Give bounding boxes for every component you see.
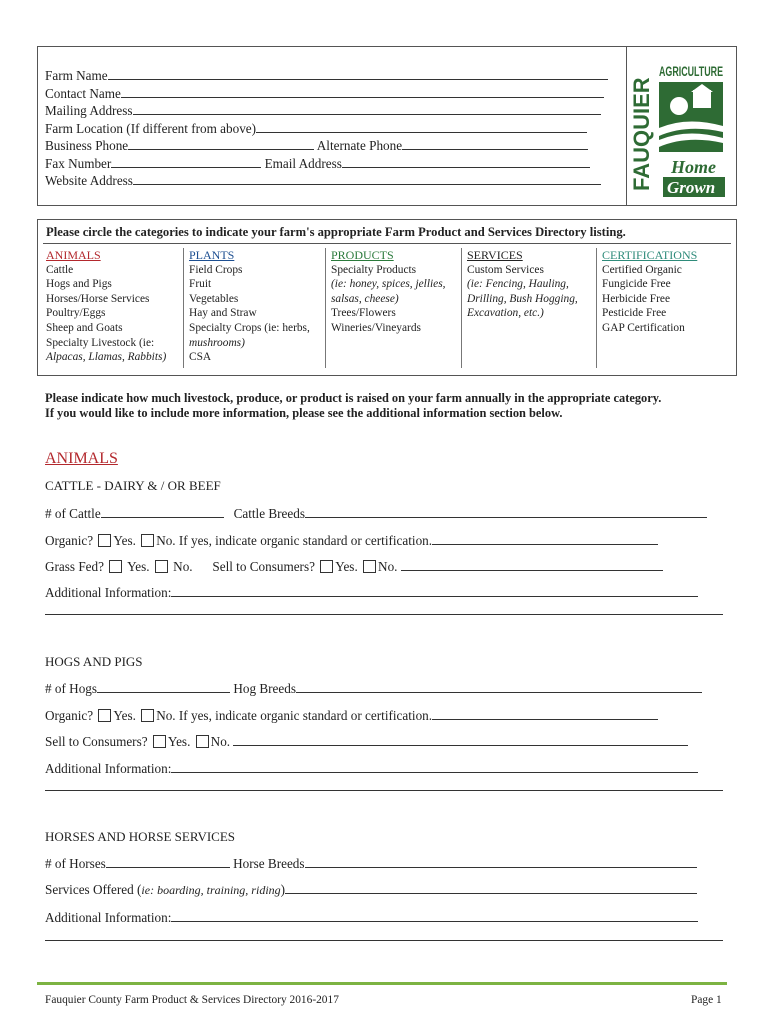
hogs-count-row[interactable] [45,680,702,697]
farm-name-field[interactable] [45,67,608,85]
column-divider [596,248,597,368]
organic-yes-checkbox[interactable] [98,709,111,722]
cattle-count-row[interactable] [45,505,707,522]
category-item[interactable]: Sheep and Goats [46,321,123,334]
organic-note: If yes, indicate organic standard or certification. [178,708,433,723]
logo-sun-icon [670,97,688,115]
no-label: No. [156,708,176,723]
horses-count-row[interactable] [45,855,697,872]
category-plants[interactable] [189,248,310,365]
no-label: No. [210,734,231,749]
column-divider [183,248,184,368]
no-label: No. [378,559,398,574]
sell-yes-checkbox[interactable] [320,560,333,573]
yes-label: Yes. [167,734,191,749]
organic-yes-checkbox[interactable] [98,534,111,547]
logo-graphic [627,46,737,206]
grass-fed-no-checkbox[interactable] [155,560,168,573]
logo-grown-text: Grown [667,178,716,197]
logo-barn-icon [693,90,711,108]
category-certifications[interactable] [602,248,697,336]
cattle-breeds-label: Cattle Breeds [233,506,305,521]
instructions-line-2: If you would like to include more information, please see the additional information section below. [45,406,563,420]
logo-home-text: Home [671,157,716,177]
category-products[interactable] [331,248,446,336]
sell-to-consumers-label: Sell to Consumers? [45,734,148,749]
cattle-grass-row[interactable] [45,558,663,575]
category-item-hint: mushrooms) [189,336,245,349]
category-item[interactable]: Hogs and Pigs [46,278,112,291]
fax-number-label: Fax Number [45,156,112,171]
business-phone-label: Business Phone [45,138,129,153]
email-address-label: Email Address [264,156,342,171]
column-divider [461,248,462,368]
footer-title: Fauquier County Farm Product & Services Directory 2016-2017 [45,994,339,1006]
instructions-line-1: Please indicate how much livestock, produce, or product is raised on your farm annually in the appropriate category. [45,391,662,405]
horses-services-row[interactable] [45,881,697,898]
cattle-additional-row[interactable] [45,584,698,601]
category-products-title: PRODUCTS [331,248,394,262]
cattle-additional-line[interactable] [45,614,723,615]
cattle-organic-row[interactable] [45,532,658,549]
animals-section-title: ANIMALS [45,450,118,467]
categories-divider [43,243,731,244]
category-item-hint: Alpacas, Llamas, Rabbits) [46,351,167,364]
category-certifications-title: CERTIFICATIONS [602,248,698,262]
services-offered-label: Services Offered ( [45,882,142,897]
organic-label: Organic? [45,533,94,548]
alternate-phone-label: Alternate Phone [316,138,403,153]
category-item[interactable]: Herbicide Free [602,292,670,305]
category-item[interactable]: Cattle [46,263,74,276]
contact-name-field[interactable] [45,85,604,103]
website-field[interactable] [45,172,601,190]
hog-breeds-label: Hog Breeds [233,681,296,696]
category-services[interactable] [467,248,578,321]
logo-county-text: FAUQUIER [629,77,654,191]
hogs-count-label: # of Hogs [45,681,98,696]
additional-info-label: Additional Information: [45,761,172,776]
category-item-hint: (ie: honey, spices, jellies, [331,278,446,291]
category-item-hint: salsas, cheese) [331,292,399,305]
category-item[interactable]: Specialty Crops (ie: herbs, [189,321,310,334]
category-item-hint: Excavation, etc.) [467,307,544,320]
mailing-address-field[interactable] [45,102,601,120]
farm-name-label: Farm Name [45,68,108,83]
category-animals-title: ANIMALS [46,248,101,262]
categories-heading: Please circle the categories to indicate your farm's appropriate Farm Product and Services Directory listing. [46,225,626,239]
grass-fed-yes-checkbox[interactable] [109,560,122,573]
services-offered-hint: ie: boarding, training, riding [141,883,281,897]
organic-no-checkbox[interactable] [141,534,154,547]
category-item[interactable]: Vegetables [189,292,239,305]
cattle-count-label: # of Cattle [45,506,101,521]
phone-fields[interactable] [45,137,588,155]
category-item[interactable]: Field Crops [189,263,243,276]
category-item[interactable]: Custom Services [467,263,544,276]
category-services-title: SERVICES [467,248,523,262]
fax-email-fields[interactable] [45,155,590,173]
organic-note: If yes, indicate organic standard or certification. [178,533,433,548]
hogs-organic-row[interactable] [45,707,658,724]
yes-label: Yes. [113,533,136,548]
sell-yes-checkbox[interactable] [153,735,166,748]
cattle-heading: CATTLE - DAIRY & / OR BEEF [45,478,221,493]
hogs-heading: HOGS AND PIGS [45,654,143,669]
sell-to-consumers-label: Sell to Consumers? [212,559,315,574]
category-item-hint: (ie: Fencing, Hauling, [467,278,569,291]
category-item-hint: Drilling, Bush Hogging, [467,292,578,305]
category-item[interactable]: Horses/Horse Services [46,292,150,305]
category-item[interactable]: Hay and Straw [189,307,257,320]
category-item[interactable]: Poultry/Eggs [46,307,106,320]
yes-label: Yes. [335,559,358,574]
category-item[interactable]: Certified Organic [602,263,682,276]
sell-no-checkbox[interactable] [196,735,209,748]
website-address-label: Website Address [45,173,133,188]
categories-box [37,219,737,376]
hogs-additional-row[interactable] [45,760,698,777]
hogs-additional-line[interactable] [45,790,723,791]
category-item[interactable]: Wineries/Vineyards [331,321,421,334]
column-divider [325,248,326,368]
horse-breeds-label: Horse Breeds [233,856,305,871]
sell-no-checkbox[interactable] [363,560,376,573]
category-plants-title: PLANTS [189,248,235,262]
yes-label: Yes. [113,708,136,723]
mailing-address-label: Mailing Address [45,103,133,118]
horses-additional-row[interactable] [45,909,698,926]
farm-location-label: Farm Location (If different from above) [45,121,257,136]
category-item[interactable]: Pesticide Free [602,307,667,320]
no-label: No. [156,533,176,548]
footer-rule [37,982,727,985]
no-label: No. [173,559,193,574]
category-animals[interactable] [46,248,166,365]
page-number: Page 1 [691,994,722,1006]
category-item[interactable]: Trees/Flowers [331,307,396,320]
category-item[interactable]: GAP Certification [602,321,685,334]
category-item[interactable]: Fungicide Free [602,278,671,291]
category-item[interactable]: Specialty Livestock (ie: [46,336,155,349]
additional-info-label: Additional Information: [45,910,172,925]
category-item[interactable]: Specialty Products [331,263,417,276]
logo-agriculture-text: AGRICULTURE [659,64,723,79]
yes-label: Yes. [127,559,150,574]
contact-name-label: Contact Name [45,86,121,101]
services-offered-close: ) [280,882,286,897]
grass-fed-label: Grass Fed? [45,559,104,574]
horses-additional-line[interactable] [45,940,723,941]
additional-info-label: Additional Information: [45,585,172,600]
fauquier-home-grown-logo [626,46,737,206]
organic-label: Organic? [45,708,94,723]
category-item[interactable]: Fruit [189,278,212,291]
horses-count-label: # of Horses [45,856,106,871]
organic-no-checkbox[interactable] [141,709,154,722]
hogs-sell-row[interactable] [45,733,688,750]
category-item[interactable]: CSA [189,351,212,364]
horses-heading: HORSES AND HORSE SERVICES [45,829,236,844]
farm-location-field[interactable] [45,120,587,138]
